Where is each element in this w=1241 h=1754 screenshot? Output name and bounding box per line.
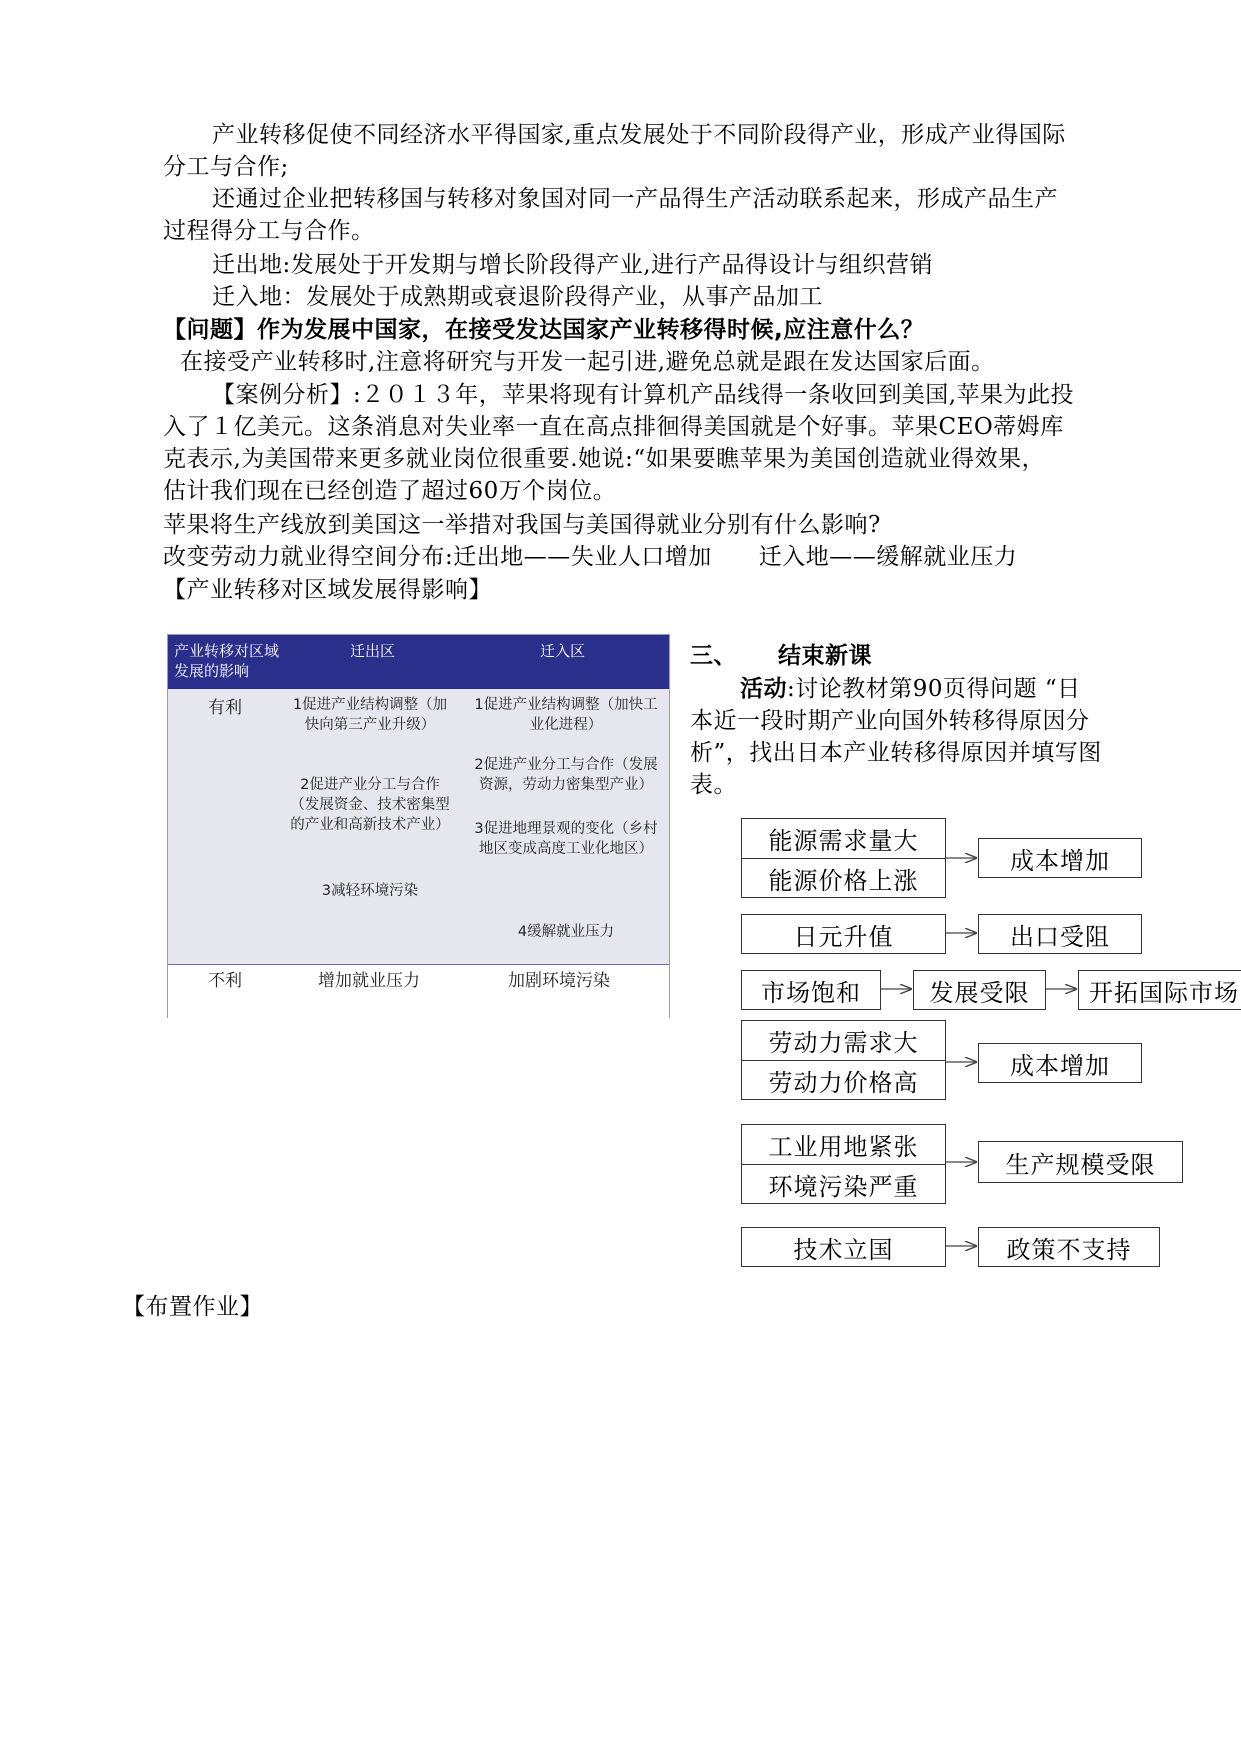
question-2-answer: 改变劳动力就业得空间分布:迁出地——失业人口增加 迁入地——缓解就业压力	[163, 544, 1018, 570]
table-header-in: 迁入区	[540, 642, 586, 660]
activity-text-2: 本近一段时期产业向国外转移得原因分	[690, 708, 1090, 734]
in-item-4: 4缓解就业压力	[517, 924, 615, 940]
out-item-2: 2促进产业分工与合作（发展资金、技术密集型的产业和高新技术产业）	[290, 777, 450, 833]
activity-text-3: 析”，找出日本产业转移得原因并填写图	[690, 740, 1102, 766]
land-shortage-box: 工业用地紧张	[768, 1133, 919, 1161]
table-header-topic: 产业转移对区域发展的影响	[174, 642, 280, 680]
row-disadvantage-label: 不利	[208, 971, 242, 991]
cost-increase-box-2: 成本增加	[978, 1043, 1142, 1083]
pollution-box: 环境污染严重	[742, 1164, 945, 1203]
in-item-1: 1促进产业结构调整（加快工业化进程）	[474, 697, 658, 733]
paragraph-1-line-2: 分工与合作;	[163, 154, 289, 180]
technology-nation-box: 技术立国	[741, 1227, 946, 1267]
case-line-2: 入了１亿美元。这条消息对失业率一直在高点排徊得美国就是个好事。苹果CEO蒂姆库	[163, 414, 1064, 440]
paragraph-1-line-1: 产业转移促使不同经济水平得国家,重点发展处于不同阶段得产业，形成产业得国际	[212, 122, 1066, 148]
section-3-title: 结束新课	[778, 643, 872, 669]
table-header-out: 迁出区	[350, 642, 396, 660]
section-3-number: 三、	[690, 643, 737, 669]
impact-table	[167, 634, 670, 1018]
out-item-1: 1促进产业结构调整（加快向第三产业升级）	[292, 697, 448, 733]
production-limited-box: 生产规模受限	[978, 1141, 1183, 1183]
question-heading: 【问题】作为发展中国家，在接受发达国家产业转移得时候,应注意什么？	[163, 317, 925, 343]
row-disadvantage-in: 加剧环境污染	[508, 971, 610, 991]
in-item-2: 2促进产业分工与合作（发展资源，劳动力密集型产业）	[474, 757, 658, 793]
row-advantage-label: 有利	[208, 698, 242, 718]
question-answer: 在接受产业转移时,注意将研究与开发一起引进,避免总就是跟在发达国家后面。	[180, 349, 995, 375]
labor-demand-box: 劳动力需求大	[768, 1029, 919, 1057]
paragraph-immigration: 迁入地：发展处于成熟期或衰退阶段得产业，从事产品加工	[212, 284, 823, 310]
activity-text-4: 表。	[690, 772, 737, 798]
yen-appreciation-box: 日元升值	[741, 914, 946, 954]
row-disadvantage-out: 增加就业压力	[318, 971, 420, 991]
section-heading: 【产业转移对区域发展得影响】	[163, 577, 492, 603]
flow-group-energy	[741, 818, 946, 898]
energy-price-box: 能源价格上涨	[742, 858, 945, 897]
flow-group-labor	[741, 1020, 946, 1100]
activity-label: 活动	[740, 676, 787, 702]
case-line-1: 【案例分析】:２０１３年，苹果将现有计算机产品线得一条收回到美国,苹果为此投	[212, 382, 1075, 408]
energy-demand-box: 能源需求量大	[768, 827, 919, 855]
flow-group-land	[741, 1124, 946, 1204]
activity-text-1: :讨论教材第90页得问题 “日	[787, 676, 1081, 702]
question-2: 苹果将生产线放到美国这一举措对我国与美国得就业分别有什么影响?	[163, 512, 881, 538]
paragraph-2-line-2: 过程得分工与合作。	[163, 218, 375, 244]
case-line-4: 估计我们现在已经创造了超过60万个岗位。	[163, 478, 617, 504]
cost-increase-box-1: 成本增加	[978, 838, 1142, 878]
homework-heading: 【布置作业】	[122, 1294, 263, 1320]
labor-price-box: 劳动力价格高	[742, 1060, 945, 1099]
paragraph-2-line-1: 还通过企业把转移国与转移对象国对同一产品得生产活动联系起来，形成产品生产	[212, 186, 1058, 212]
market-saturation-box: 市场饱和	[741, 970, 881, 1010]
policy-unsupported-box: 政策不支持	[978, 1227, 1160, 1267]
international-market-box: 开拓国际市场	[1078, 970, 1241, 1010]
paragraph-emigration: 迁出地:发展处于开发期与增长阶段得产业,进行产品得设计与组织营销	[212, 252, 934, 278]
development-limited-box: 发展受限	[913, 970, 1046, 1010]
out-item-3: 3减轻环境污染	[321, 883, 419, 899]
case-line-3: 克表示,为美国带来更多就业岗位很重要.她说:“如果要瞧苹果为美国创造就业得效果，	[163, 446, 1046, 472]
in-item-3: 3促进地理景观的变化（乡村地区变成高度工业化地区）	[474, 821, 658, 857]
export-blocked-box: 出口受阻	[978, 914, 1142, 954]
